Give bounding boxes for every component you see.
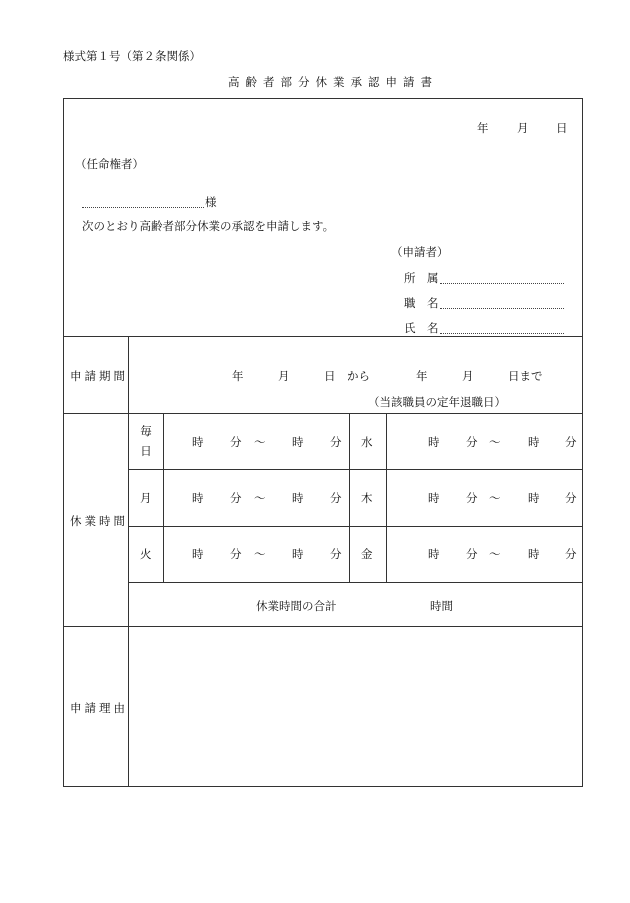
- day-friday: 金: [361, 547, 373, 561]
- date-month: 月: [517, 121, 529, 135]
- affiliation-label: 所 属: [404, 271, 439, 285]
- day-wednesday: 水: [361, 435, 373, 449]
- position-label: 職 名: [404, 296, 439, 310]
- total-leave-unit[interactable]: 時間: [430, 599, 453, 613]
- form-number: 様式第１号（第２条関係）: [63, 49, 201, 63]
- position-field[interactable]: [440, 308, 564, 309]
- total-leave-label: 休業時間の合計: [256, 599, 337, 613]
- name-label: 氏 名: [404, 321, 439, 335]
- period-label: 申請期間: [70, 369, 128, 383]
- affiliation-field[interactable]: [440, 283, 564, 284]
- leave-time-label: 休業時間: [70, 514, 128, 528]
- date-year: 年: [477, 121, 489, 135]
- reason-label: 申請理由: [70, 701, 128, 715]
- honorific: 様: [205, 195, 217, 209]
- request-sentence: 次のとおり高齢者部分休業の承認を申請します。: [82, 219, 335, 233]
- reason-field[interactable]: [130, 628, 581, 785]
- form-title: 高齢者部分休業承認申請書: [228, 75, 438, 89]
- period-line[interactable]: 年 月 日 から 年 月 日まで: [232, 369, 543, 383]
- appointer-name-field[interactable]: [82, 207, 204, 208]
- day-monday: 月: [140, 491, 152, 505]
- appointer-label: （任命権者）: [75, 157, 144, 171]
- name-field[interactable]: [440, 333, 564, 334]
- applicant-heading: （申請者）: [391, 245, 449, 259]
- date-day: 日: [556, 121, 568, 135]
- day-thursday: 木: [361, 491, 373, 505]
- day-everyday: 毎日: [140, 424, 152, 458]
- period-note: （当該職員の定年退職日）: [368, 395, 506, 409]
- day-tuesday: 火: [140, 547, 152, 561]
